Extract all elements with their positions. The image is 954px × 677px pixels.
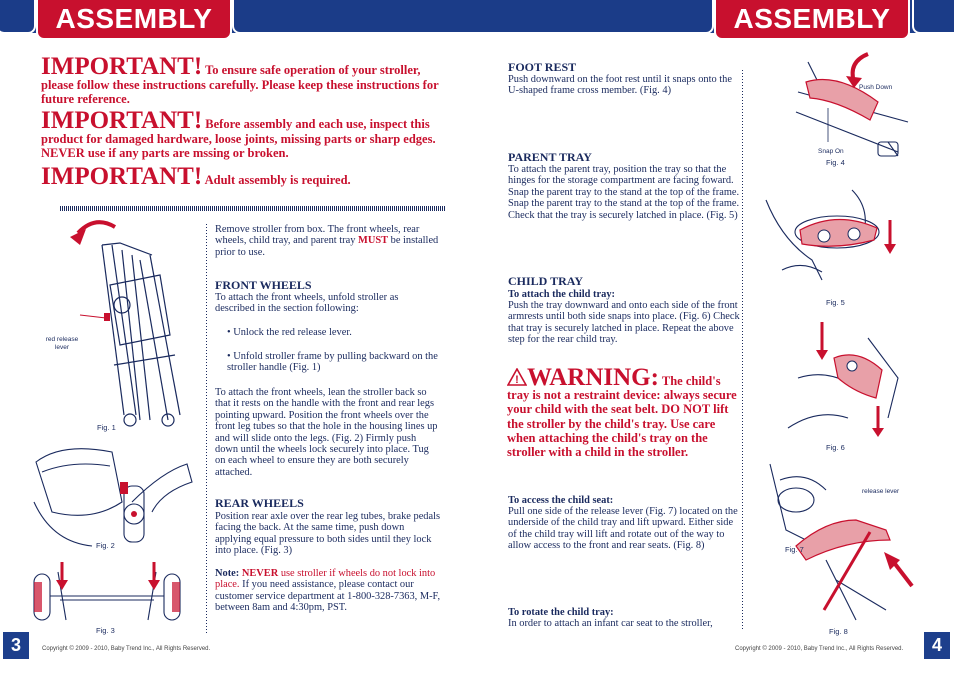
important-word: IMPORTANT! (41, 107, 203, 134)
fig5-caption: Fig. 5 (826, 298, 845, 307)
important-text: Before assembly and each use, inspect this product for damaged hardware, loose joints, missing parts or sharp edges. NEVER use if any parts are mssing or broken. (41, 117, 436, 160)
fig4-caption: Fig. 4 (826, 158, 845, 167)
push-down-label: Push Down (859, 84, 893, 91)
parent-tray-heading: PARENT TRAY (508, 150, 592, 164)
page-title-right: ASSEMBLY (714, 0, 910, 40)
important-text: To ensure safe operation of your stroller, please follow these instructions carefully. Please keep these instructions for future reference. (41, 63, 439, 106)
page-title-left: ASSEMBLY (36, 0, 232, 40)
header-panel-center (232, 0, 714, 34)
important-notice-2 (41, 107, 441, 161)
fig6-child-tray-illustration (778, 318, 908, 438)
fig3-caption: Fig. 3 (96, 626, 115, 635)
important-notice-1 (41, 53, 441, 107)
child-tray-heading: CHILD TRAY (508, 274, 584, 288)
fig7-caption: Fig. 7 (785, 545, 804, 554)
foot-rest-heading: FOOT REST (508, 60, 577, 74)
access-seat-subheading: To access the child seat: (508, 495, 614, 506)
fig5-parent-tray-illustration (762, 180, 912, 292)
rear-wheels-instructions: Position rear axle over the rear leg tubes, brake pedals facing the back. At the same time, push down applying equal pressure to both sides until they lock into place. (Fig. 3) (215, 511, 441, 557)
fig2-caption: Fig. 2 (96, 541, 115, 550)
svg-text:!: ! (515, 374, 519, 386)
copyright-left: Copyright © 2009 - 2010, Baby Trend Inc., All Rights Reserved. (42, 646, 211, 652)
front-wheels-heading: FRONT WHEELS (215, 278, 312, 292)
column-divider-left (206, 224, 207, 634)
fig1-release-label: red release lever (45, 336, 79, 351)
note-warning: use stroller if wheels do not lock into place. (215, 568, 436, 591)
front-wheels-bullet-1: • Unlock the red release lever. (227, 327, 352, 338)
page-number-left: 3 (3, 632, 29, 659)
note-contact: If you need assistance, please contact our customer service department at 1-800-328-7363, M-F, between 8am and 4:30pm, PST. (215, 579, 441, 614)
important-word: IMPORTANT! (41, 53, 203, 80)
intro-text-end: be installed prior to use. (215, 235, 439, 258)
front-wheels-bullet-2: • Unfold stroller frame by pulling backward on the stroller handle (Fig. 1) (227, 351, 438, 374)
front-wheels-intro: To attach the front wheels, unfold stroller as described in the section following: (215, 292, 399, 315)
page-number-right: 4 (924, 632, 950, 659)
column-divider-right (742, 70, 743, 630)
rotate-tray-instructions: In order to attach an infant car seat to the stroller, (508, 618, 713, 629)
note-label: Note: (215, 568, 242, 579)
front-wheels-instructions: To attach the front wheels, lean the stroller back so that it rests on the handle with the front and rear legs pointing upward. Position the front wheels over the front leg tubes so that the hole in the housing lines up and will slide onto the legs. (Fig. 2) Firmly push down until the wheels lock securely into place. Tug on each wheel to ensure they are both securely attached. (215, 387, 438, 478)
warning-word: WARNING: (527, 364, 659, 391)
note-never: NEVER (241, 568, 279, 579)
snap-on-label: Snap On (818, 148, 844, 155)
warning-text: The child's tray is not a restraint device: always secure your child with the seat belt. DO NOT lift the stroller by the child's tray. Use care when attaching the child's tray on the stroller with a child in the stroller. (507, 374, 737, 460)
header-panel-left-edge (0, 0, 36, 34)
important-word: IMPORTANT! (41, 163, 203, 190)
fig3-rear-axle-illustration (30, 560, 200, 626)
foot-rest-instructions: Push downward on the foot rest until it snaps onto the U-shaped frame cross member. (Fig. 4) (508, 74, 732, 97)
copyright-right: Copyright © 2009 - 2010, Baby Trend Inc., All Rights Reserved. (735, 646, 904, 652)
fig2-front-wheel-illustration (32, 442, 197, 550)
child-tray-attach-subheading: To attach the child tray: (508, 289, 615, 300)
header-panel-right-edge (912, 0, 954, 34)
intro-text: Remove stroller from box. The front wheels, rear wheels, child tray, and parent tray (215, 224, 420, 247)
fig4-foot-rest-illustration (788, 52, 918, 160)
fig8-caption: Fig. 8 (829, 627, 848, 636)
fig7-8-release-lever-illustration (766, 460, 916, 626)
important-text: Adult assembly is required. (204, 173, 351, 187)
warning-triangle-icon (507, 368, 527, 386)
fig6-caption: Fig. 6 (826, 443, 845, 452)
fig1-stroller-unfold-illustration (40, 215, 200, 435)
intro-must: MUST (358, 235, 389, 247)
rear-wheels-heading: REAR WHEELS (215, 496, 304, 510)
release-lever-label: release lever (862, 488, 900, 495)
important-notice-3 (41, 163, 441, 190)
warning-notice (507, 364, 739, 460)
child-tray-attach-instructions: Push the tray downward and onto each side of the front armrests until both side snaps into place. (Fig. 6) Check that tray is securely latched in place. Repeat the above step for the rear child tray. (508, 300, 740, 346)
note-paragraph (215, 568, 447, 614)
dotted-divider (60, 206, 446, 211)
fig1-caption: Fig. 1 (97, 423, 116, 432)
intro-paragraph (215, 224, 447, 258)
parent-tray-instructions: To attach the parent tray, position the tray so that the hinges for the storage compartment are facing foward. Snap the parent tray to the stand at the top of the frame. Snap the parent tray to the stand at the top of the frame. Check that the tray is securely latched in place. (Fig. 5) (508, 164, 740, 221)
rotate-tray-subheading: To rotate the child tray: (508, 607, 614, 618)
access-seat-instructions: Pull one side of the release lever (Fig. 7) located on the underside of the child tray and lift upward. Either side of the child tray will lift and rotate out of the way to allow access to the front and rear seats. (Fig. 8) (508, 506, 738, 552)
